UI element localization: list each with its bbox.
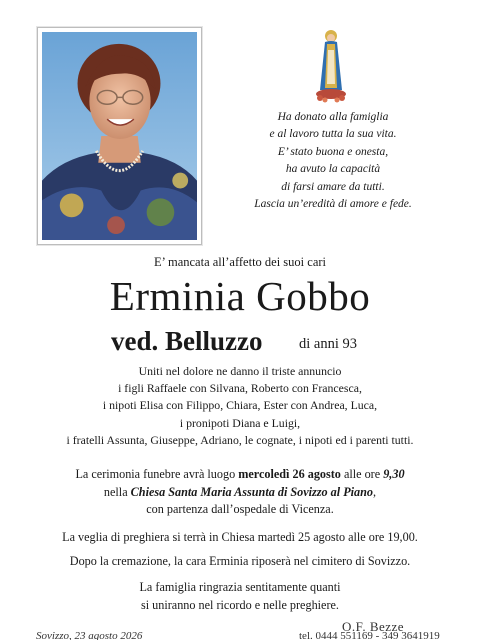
intro-text: E’ mancata all’affetto dei suoi cari	[153, 255, 327, 269]
mourners-line: i nipoti Elisa con Filippo, Chiara, Ester con Andrea, Luca,	[102, 398, 378, 413]
vigil-info: La veglia di preghiera si terrà in Chiesa martedì 25 agosto alle ore 19,00.	[62, 530, 418, 544]
poem-line: e al lavoro tutta la sua vita.	[269, 128, 397, 141]
ceremony-line-2	[0, 484, 480, 502]
place-date: Sovizzo, 23 agosto 2026	[36, 630, 143, 640]
portrait-photo	[37, 27, 202, 245]
name-details	[0, 323, 480, 363]
age-text: di anni 93	[299, 336, 357, 352]
poem	[222, 109, 444, 213]
widow-name: ved. Belluzzo	[111, 326, 263, 356]
mourners-line: i fratelli Assunta, Giuseppe, Adriano, le cognate, i nipoti ed i parenti tutti.	[66, 432, 414, 447]
ceremony-text: La cerimonia funebre avrà luogo	[75, 467, 239, 481]
mourners-line: i pronipoti Diana e Luigi,	[179, 415, 301, 430]
mourners-list	[0, 363, 480, 449]
ceremony-text: alle ore	[340, 467, 384, 481]
agency-phones: tel. 0444 551169 - 349 3641919	[299, 630, 440, 640]
funeral-agency: O.F. Bezze	[342, 619, 405, 634]
thanks-line: La famiglia ringrazia sentitamente quanti	[139, 580, 341, 594]
poem-line: ha avuto la capacità	[285, 163, 381, 176]
poem-line: Ha donato alla famiglia	[277, 111, 389, 123]
ceremony-church: Chiesa Santa Maria Assunta di Sovizzo al Piano	[130, 484, 374, 499]
mourners-line: Uniti nel dolore ne danno il triste annuncio	[138, 364, 342, 378]
deceased-name: Erminia Gobbo	[109, 273, 371, 319]
ceremony-text: ,	[373, 484, 377, 499]
ceremony-line-1	[0, 466, 480, 484]
ceremony-text: nella	[103, 484, 131, 499]
thanks-line: si uniranno nel ricordo e nelle preghiere.	[141, 597, 339, 612]
poem-line: E’ stato buona e onesta,	[277, 145, 389, 158]
madonna-icon	[313, 28, 349, 106]
ceremony-line-3: con partenza dall’ospedale di Vicenza.	[146, 502, 334, 517]
mourners-line: i figli Raffaele con Silvana, Roberto con Francesca,	[118, 381, 362, 396]
ceremony-date: mercoledì 26 agosto	[238, 467, 341, 481]
poem-line: di farsi amare da tutti.	[281, 180, 385, 193]
ceremony-info	[0, 466, 480, 519]
cremation-info: Dopo la cremazione, la cara Erminia riposerà nel cimitero di Sovizzo.	[69, 554, 411, 568]
ceremony-time: 9,30	[383, 467, 405, 481]
thanks-text	[0, 579, 480, 614]
poem-line: Lascia un’eredità di amore e fede.	[254, 198, 412, 211]
portrait-image	[42, 32, 197, 240]
